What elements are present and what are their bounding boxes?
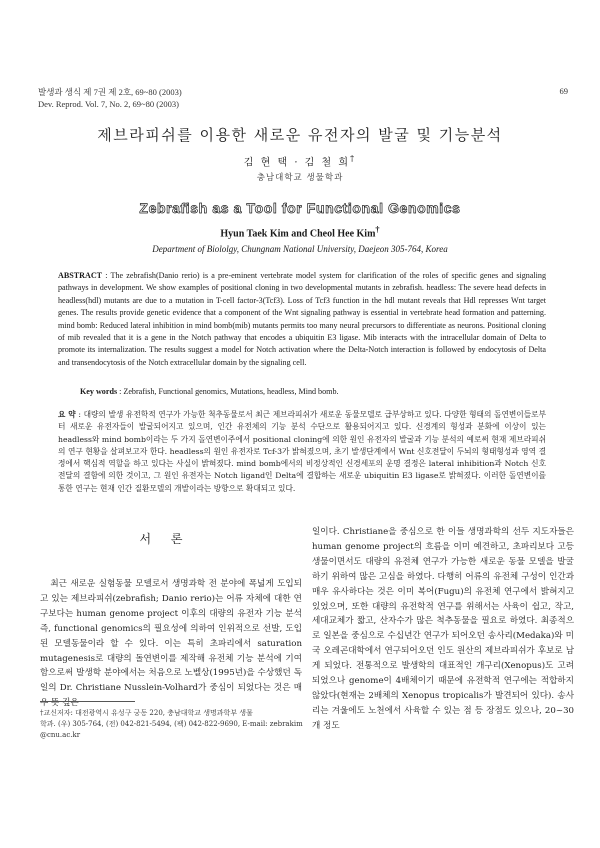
keywords: Key words : Zebrafish, Functional genomics, Mutations, headless, Mind bomb. <box>80 387 339 396</box>
corresponding-author-mark-en: † <box>375 225 380 234</box>
authors-english-names: Hyun Taek Kim and Cheol Hee Kim <box>220 228 376 240</box>
title-korean: 제브라피쉬를 이용한 새로운 유전자의 발굴 및 기능분석 <box>97 126 503 144</box>
section-heading-introduction: 서 론 <box>139 532 191 546</box>
right-column-paragraph: 일이다. Christiane을 중심으로 한 이들 생명과학의 선두 지도자들은 human genome project의 흐름을 이미 예견하고, 초파리보다 고등생물이면서도 대량의 유전체 연구가 가능한 새로운 동물 모델을 발굴하기 위하여 많은 고심을 하였다. 다행히 어류의 유전체 구성이 인간과 매우 유사하다는 것은 이미 복어(Fugu)의 유전체 연구에서 밝혀지고 있었으며, 또한 대량의 유전학적 연구를 위해서는 사육이 쉽고, 작고, 세대교체가 짧고, 산자수가 많은 척추동물을 필요로 하였다. 최종적으로 일본을 중심으로 수십년간 연구가 되어오던 송사리(Medaka)와 미국 오레곤대학에서 연구되어오던 인도 원산의 제브라피쉬가 후보로 남게 되었다. 전통적으로 발생학의 대표적인 개구리(Xenopus)도 고려되었으나 genome이 4배체이기 때문에 유전학적 연구에는 적합하지 않았다(현재는 2배체의 Xenopus tropicalis가 발견되어 있다). 송사리는 겨울에도 노천에서 사육할 수 있는 점 등 장점도 있으나, 20~30개 정도 <box>312 527 574 731</box>
summary-korean: 요 약 : 대량의 발생 유전학적 연구가 가능한 척추동물로서 최근 제브라피쉬가 새로운 동물모델로 급부상하고 있다. 다양한 형태의 돌연변이들로부터 새로운 유전자들이 발굴되어지고 있으며, 인간 유전체의 기능 분석 수단으로 활용되어지고 있다. 신경계의 형성과 분화에 이상이 있는 headless와 mind bomb이라는 두 가지 돌연변이주에서 positional cloning에 의한 원인 유전자의 발굴과 기능 분석의 예로써 현재 제브라피쉬의 연구 현황을 살펴보고자 한다. headless의 원인 유전자로 Tcf-3가 밝혀졌으며, 초기 발생단계에서 Wnt 신호전달이 두뇌의 형태형성과 영역 결정에서 핵심적 역할을 하고 있다는 사실이 밝혀졌다. mind bomb에서의 비정상적인 신경세포의 운명 결정은 lateral inhibition과 Notch 신호전달의 결함에 의한 것이고, 그 원인 유전자는 Notch ligand인 Delta에 결합하는 새로운 ubiquitin E3 ligase로 밝혀졌다. 이러한 돌연변이를 통한 연구는 현재 인간 질환모델의 개발이라는 방향으로 확대되고 있다. <box>58 410 547 493</box>
authors-english <box>0 225 600 239</box>
authors-korean-names: 김 현 택 · 김 철 희 <box>243 157 351 169</box>
summary-label: 요 약 <box>58 410 76 419</box>
corresponding-author-mark: † <box>350 153 357 163</box>
abstract: ABSTRACT : The zebrafish(Danio rerio) is a pre-eminent vertebrate model system for clarification of the roles of specific genes and signaling pathways in development. We show examples of positional cloning in two developmental mutants in zebrafish. headless: The severe head defects in headless(hdl) mutants are due to a mutation in T-cell factor-3(Tcf3). Loss of Tcf3 function in the hdl mutant reveals that Hdl represses Wnt target genes. The results provide genetic evidence that a component of the Wnt signaling pathway is essential in vertebrate head formation and patterning. mind bomb: Reduced lateral inhibition in mind bomb(mib) mutants permits too many neural precursors to differentiate as neurons. Positional cloning of mib revealed that it is a gene in the Notch pathway that encodes a ubiquitin E3 ligase. Mib interacts with the intracellular domain of Delta to promote its internalization. The results suggest a model for Notch activation where the Delta-Notch interaction is followed by endocytosis of Delta and transendocytosis of the Notch extracellular domain by the signaling cell. <box>58 271 547 367</box>
footnote-divider <box>40 701 135 702</box>
right-column <box>312 525 574 734</box>
footnote-line-2: 학과. (우) 305-764, (전) 042-821-5494, (팩) 042-822-9690, E-mail: zebrakim <box>40 720 303 728</box>
footnote <box>40 708 302 741</box>
left-column <box>40 577 302 711</box>
journal-info-english: Dev. Reprod. Vol. 7, No. 2, 69~80 (2003) <box>38 99 179 109</box>
affiliation-korean: 충남대학교 생물학과 <box>256 173 344 183</box>
journal-info <box>38 86 182 110</box>
left-column-paragraph: 최근 새로운 실험동물 모델로서 생명과학 전 분야에 폭넓게 도입되고 있는 제브라피쉬(zebrafish; Danio rerio)는 어류 자체에 대한 연구보다는 human genome project 이후의 대량의 유전자 기능 분석 즉, functional genomics의 필요성에 의하여 인위적으로 선발, 도입된 모델동물이라 할 수 있다. 이는 특히 초파리에서 saturation mutagenesis로 대량의 돌연변이를 제작해 유전체 기능 분석에 기여함으로써 발생학 분야에서는 처음으로 노벨상(1995년)을 수상했던 독일의 Dr. Christiane Nusslein-Volhard가 중심이 되었다는 것은 매우 뜻 깊은 <box>40 579 302 709</box>
authors-korean <box>0 153 600 168</box>
summary-text: 대량의 발생 유전학적 연구가 가능한 척추동물로서 최근 제브라피쉬가 새로운 동물모델로 급부상하고 있다. 다양한 형태의 돌연변이들로부터 새로운 유전자들이 발굴되어지고 있으며, 인간 유전체의 기능 분석 수단으로 활용되어지고 있다. 신경계의 형성과 분화에 이상이 있는 headless와 mind bomb이라는 두 가지 돌연변이주에서 positional cloning에 의한 원인 유전자의 발굴과 기능 분석의 예로써 현재 제브라피쉬의 연구 현황을 살펴보고자 한다. headless의 원인 유전자로 Tcf-3가 밝혀졌으며, 초기 발생단계에서 Wnt 신호전달이 두뇌의 형태형성과 영역 결정에서 핵심적 역할을 하고 있다는 사실이 밝혀졌다. mind bomb에서의 비정상적인 신경세포의 운명 결정은 lateral inhibition과 Notch 신호전달의 결함에 의한 것이고, 그 원인 유전자는 Notch ligand인 Delta에 결합하는 새로운 ubiquitin E3 ligase로 밝혀졌다. 이러한 돌연변이를 통한 연구는 현재 인간 질환모델의 개발이라는 방향으로 확대되고 있다. <box>58 410 547 493</box>
footnote-line-3: @cnu.ac.kr <box>40 731 81 739</box>
journal-info-korean: 발생과 생식 제 7권 제 2호, 69~80 (2003) <box>38 87 182 97</box>
footnote-line-1: †교신저자: 대전광역시 유성구 궁동 220, 충남대학교 생명과학부 생물 <box>40 709 253 717</box>
keywords-text: Zebrafish, Functional genomics, Mutations, headless, Mind bomb. <box>123 387 339 396</box>
title-english: Zebrafish as a Tool for Functional Genomics <box>139 200 461 216</box>
page-number: 69 <box>559 86 568 96</box>
keywords-label: Key words <box>80 387 118 396</box>
abstract-label: ABSTRACT <box>58 271 103 280</box>
affiliation-english: Department of Biololgy, Chungnam National University, Daejeon 305-764, Korea <box>152 244 448 254</box>
abstract-text: The zebrafish(Danio rerio) is a pre-eminent vertebrate model system for clarification of the roles of specific genes and signaling pathways in development. We show examples of positional cloning in two developmental mutants in zebrafish. headless: The severe head defects in headless(hdl) mutants are due to a mutation in T-cell factor-3(Tcf3). Loss of Tcf3 function in the hdl mutant reveals that Hdl represses Wnt target genes. The results provide genetic evidence that a component of the Wnt signaling pathway is essential in vertebrate head formation and patterning. mind bomb: Reduced lateral inhibition in mind bomb(mib) mutants permits too many neural precursors to differentiate as neurons. Positional cloning of mib revealed that it is a gene in the Notch pathway that encodes a ubiquitin E3 ligase. Mib interacts with the intracellular domain of Delta to promote its internalization. The results suggest a model for Notch activation where the Delta-Notch interaction is followed by endocytosis of Delta and transendocytosis of the Notch extracellular domain by the signaling cell. <box>58 271 547 367</box>
